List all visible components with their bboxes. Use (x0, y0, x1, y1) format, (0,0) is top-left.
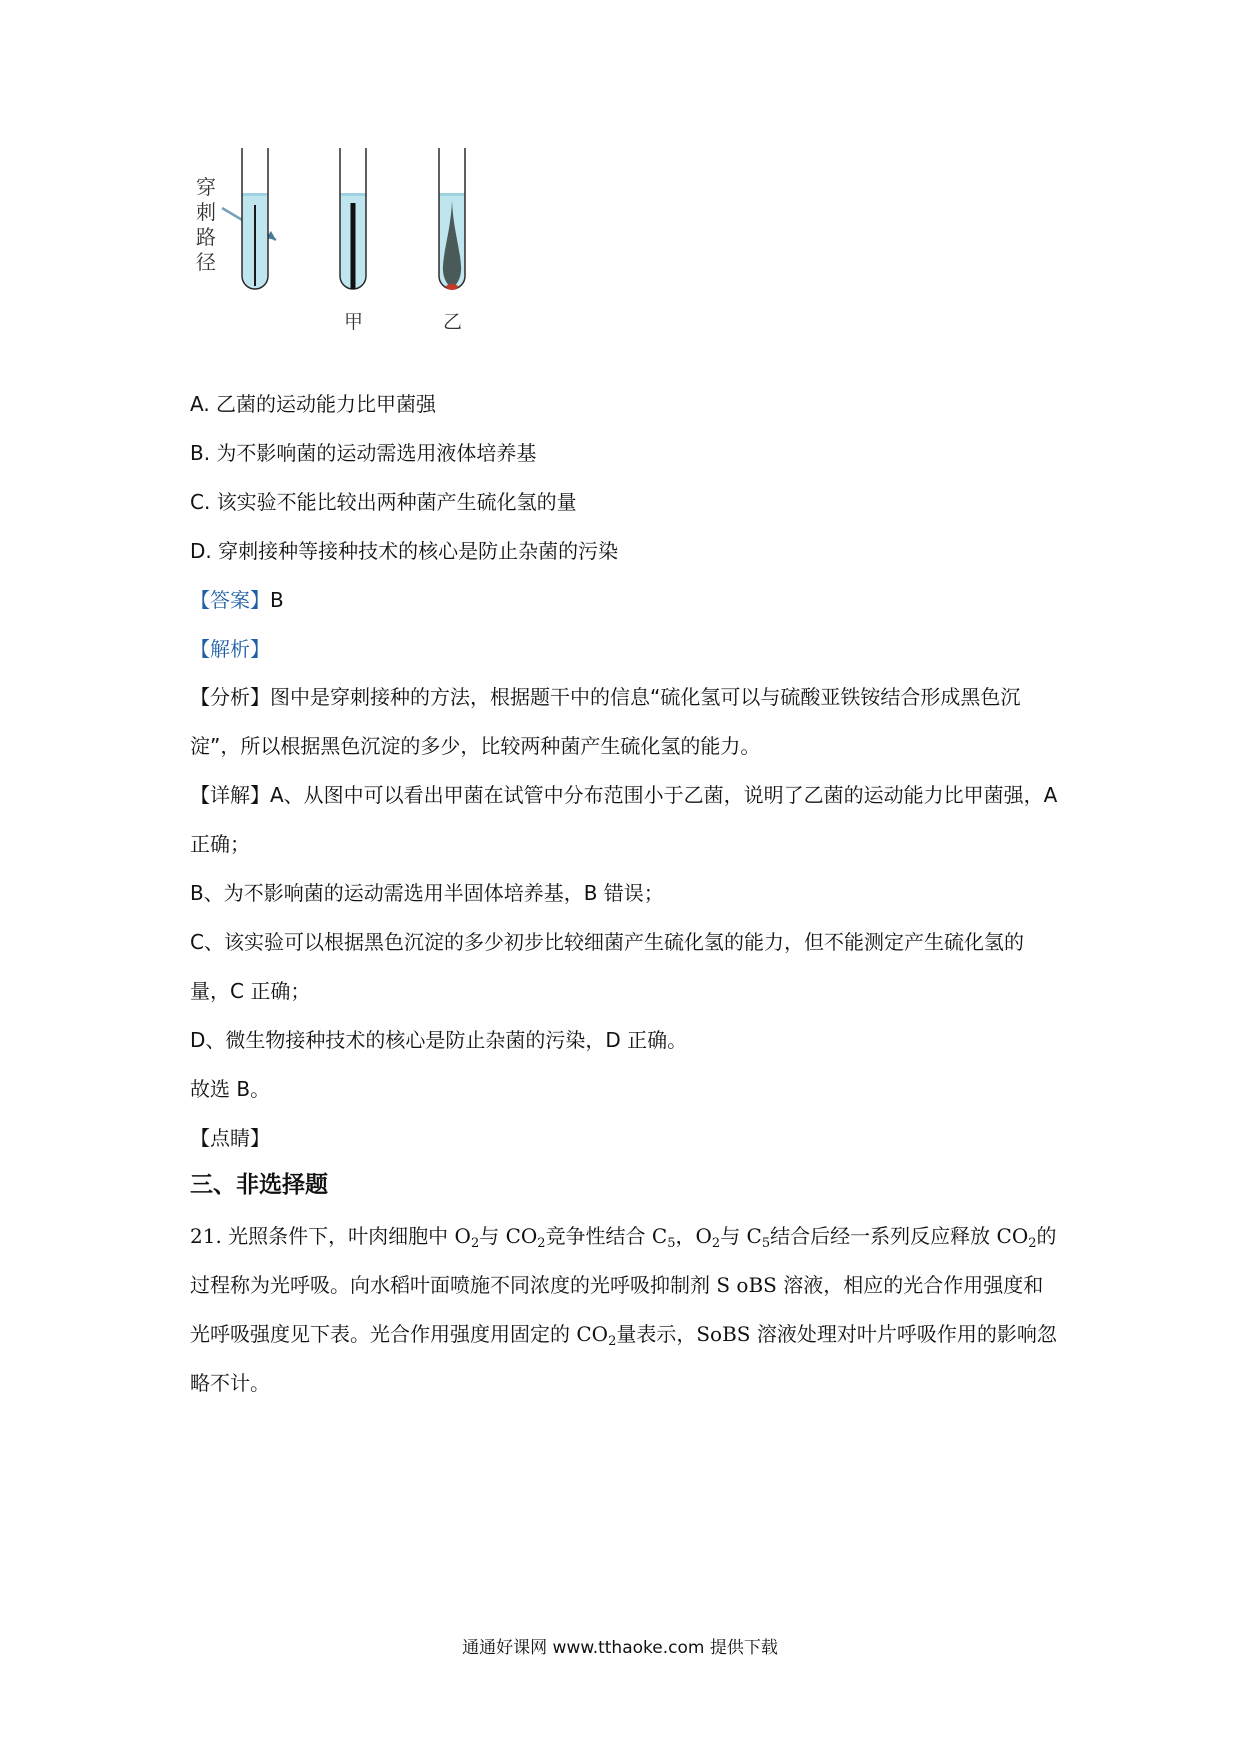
q21-text-2: 与 CO (479, 1224, 538, 1248)
test-tube-yi (439, 148, 465, 290)
q21-sub-3: 5 (667, 1236, 676, 1251)
q21-sub-2: 2 (537, 1236, 546, 1251)
tube-label-jia: 甲 (344, 311, 364, 333)
side-label-char-4: 径 (196, 250, 216, 274)
q21-number: 21. (190, 1224, 222, 1248)
q21-sub-1: 2 (470, 1236, 480, 1251)
stab-line-jia (351, 203, 356, 289)
answer-value: B (270, 588, 284, 612)
answer-tag: 【答案】 (190, 588, 270, 612)
analysis-paragraph (190, 673, 1060, 771)
test-tube-control (242, 148, 268, 289)
analysis-tag: 【分析】 (190, 685, 270, 709)
comment-tag: 【点睛】 (190, 1126, 270, 1150)
stab-inoculation-figure (190, 148, 550, 378)
q21-text-7: 的过程称为光呼吸。向水稻叶面喷施不同浓度的光呼吸抑制剂 S oBS 溶液，相应的光合作用强度和光呼吸强度见下表。光合作用强度用固定的 CO (190, 1224, 1057, 1346)
page-footer: 通通好课网 www.tthaoke.com 提供下载 (462, 1638, 778, 1658)
q21-text-1: 光照条件下，叶肉细胞中 O (228, 1224, 471, 1248)
section-title: 三、非选择题 (190, 1172, 328, 1198)
detail-a (190, 771, 1060, 869)
detail-a-text: A、从图中可以看出甲菌在试管中分布范围小于乙菌，说明了乙菌的运动能力比甲菌强，A 正确； (190, 783, 1058, 856)
q21-text-5: 与 C (720, 1224, 762, 1248)
option-d: D. 穿刺接种等接种技术的核心是防止杂菌的污染 (190, 539, 619, 563)
analysis-label: 【解析】 (190, 637, 270, 661)
q21-sub-6: 2 (1028, 1236, 1037, 1251)
tube-label-yi: 乙 (443, 311, 463, 333)
detail-b: B、为不影响菌的运动需选用半固体培养基，B 错误； (190, 881, 664, 905)
analysis-text: 图中是穿刺接种的方法，根据题干中的信息“硫化氢可以与硫酸亚铁铵结合形成黑色沉淀”，所以根据黑色沉淀的多少，比较两种菌产生硫化氢的能力。 (190, 685, 1021, 758)
answer-line (190, 586, 284, 614)
q21-sub-5: 5 (761, 1236, 771, 1251)
option-a: A. 乙菌的运动能力比甲菌强 (190, 392, 437, 416)
side-label-char-3: 路 (196, 225, 216, 249)
detail-tag: 【详解】 (190, 783, 270, 807)
question-21 (190, 1212, 1060, 1408)
detail-conclusion: 故选 B。 (190, 1077, 271, 1101)
q21-text-6: 结合后经一系列反应释放 CO (770, 1224, 1029, 1248)
detail-c: C、该实验可以根据黑色沉淀的多少初步比较细菌产生硫化氢的能力，但不能测定产生硫化氢的量，C 正确； (190, 930, 1024, 1003)
q21-sub-7: 2 (608, 1334, 617, 1349)
option-c: C. 该实验不能比较出两种菌产生硫化氢的量 (190, 490, 577, 514)
test-tube-jia (340, 148, 366, 289)
option-b: B. 为不影响菌的运动需选用液体培养基 (190, 441, 537, 465)
q21-text-4: ，O (675, 1224, 712, 1248)
detail-d: D、微生物接种技术的核心是防止杂菌的污染，D 正确。 (190, 1028, 688, 1052)
test-tubes-diagram (190, 148, 550, 378)
q21-text-8: 量表示，SoBS 溶液处理对叶片呼吸作用的影响忽略不计。 (190, 1322, 1057, 1395)
side-label-char-2: 刺 (196, 200, 216, 224)
precipitate-yi (446, 284, 458, 290)
side-label-char-1: 穿 (196, 175, 216, 199)
q21-text-3: 竞争性结合 C (545, 1224, 668, 1248)
q21-sub-4: 2 (711, 1236, 721, 1251)
